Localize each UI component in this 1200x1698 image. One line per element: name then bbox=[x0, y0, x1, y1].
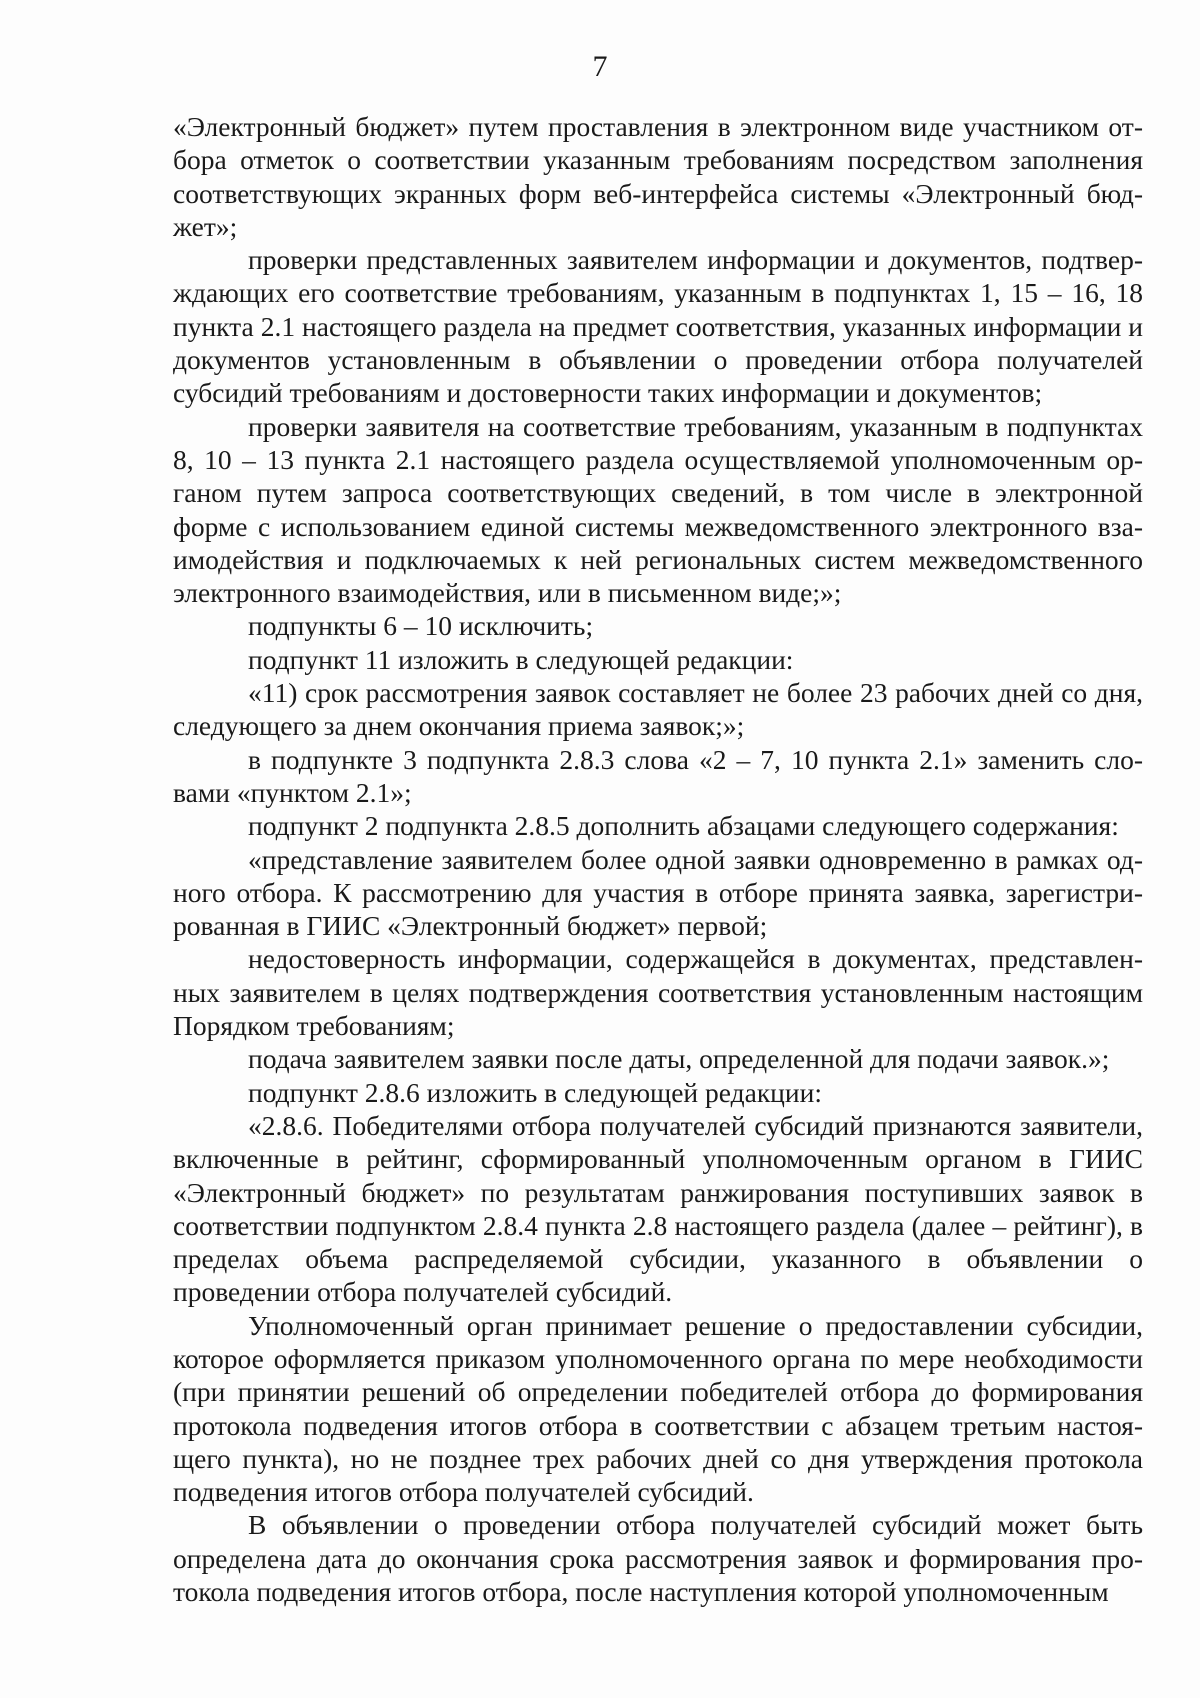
page-number: 7 bbox=[592, 50, 608, 83]
paragraph: подпункты 6 – 10 исключить; bbox=[248, 610, 594, 642]
paragraph: подпункт 11 изложить в следующей редакции: bbox=[248, 643, 794, 675]
paragraph: подпункт 2 подпункта 2.8.5 дополнить абзацами следующего содержания: bbox=[248, 810, 1119, 842]
paragraph: подпункт 2.8.6 изложить в следующей редакции: bbox=[248, 1076, 822, 1108]
paragraph: «2.8.6. Победителями отбора получателей субсидий признаются заявители, включенные в рейтинг, сформированный уполномоченным органом в ГИИС «Электронный бюджет» по результатам ранжирования поступивших заявок в соответствии подпунктом 2.8.4 пункта 2.8 настоящего раздела (далее – рейтинг), в пределах объема распределяемой субсидии, указанного в объявлении о проведении отбора получателей субсидий. bbox=[173, 1109, 1143, 1308]
paragraph: проверки заявителя на соответствие требованиям, указанным в подпунктах 8, 10 – 13 пункта 2.1 настоящего раздела осуществляемой уполномоченным органом путем запроса соответствующих сведений, в том числе в электронной форме с использованием единой системы межведомственного электронного взаимодействия и подключаемых к ней региональных систем межведомственного электронного взаимодействия, или в письменном виде;»; bbox=[173, 410, 1143, 609]
paragraph: «представление заявителем более одной заявки одновременно в рамках одного отбора. К рассмотрению для участия в отборе принята заявка, зарегистрированная в ГИИС «Электронный бюджет» первой; bbox=[173, 843, 1143, 942]
paragraph: недостоверность информации, содержащейся в документах, представленных заявителем в целях подтверждения соответствия установленным настоящим Порядком требованиям; bbox=[173, 943, 1143, 1042]
paragraph: в подпункте 3 подпункта 2.8.3 слова «2 – 7, 10 пункта 2.1» заменить словами «пунктом 2.1»; bbox=[173, 743, 1143, 808]
paragraph: подача заявителем заявки после даты, определенной для подачи заявок.»; bbox=[248, 1043, 1110, 1075]
paragraph: В объявлении о проведении отбора получателей субсидий может быть определена дата до окончания срока рассмотрения заявок и формирования протокола подведения итогов отбора, после наступления которой уполномоченным bbox=[173, 1509, 1143, 1608]
paragraph: «11) срок рассмотрения заявок составляет не более 23 рабочих дней со дня, следующего за днем окончания приема заявок;»; bbox=[173, 677, 1143, 742]
body-text bbox=[173, 110, 1143, 1608]
paragraph: Уполномоченный орган принимает решение о предоставлении субсидии, которое оформляется приказом уполномоченного органа по мере необходимости (при принятии решений об определении победителей отбора до формирования протокола подведения итогов отбора в соответствии с абзацем третьим настоящего пункта), но не позднее трех рабочих дней со дня утверждения протокола подведения итогов отбора получателей субсидий. bbox=[173, 1309, 1143, 1508]
paragraph: проверки представленных заявителем информации и документов, подтверждающих его соответствие требованиям, указанным в подпунктах 1, 15 – 16, 18 пункта 2.1 настоящего раздела на предмет соответствия, указанных информации и документов установленным в объявлении о проведении отбора получателей субсидий требованиям и достоверности таких информации и документов; bbox=[173, 244, 1143, 409]
paragraph: «Электронный бюджет» путем проставления в электронном виде участником отбора отметок о соответствии указанным требованиям посредством заполнения соответствующих экранных форм веб-интерфейса системы «Электронный бюджет»; bbox=[173, 111, 1143, 242]
